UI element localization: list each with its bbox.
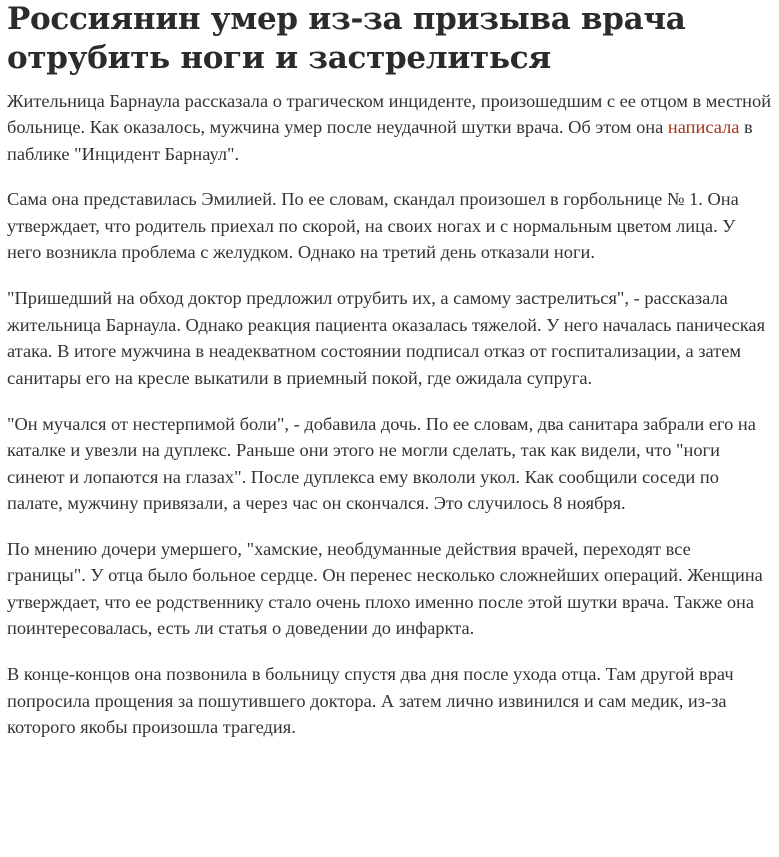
paragraph-1-text-after: в паблике "Инцидент Барнаул".: [7, 117, 753, 164]
article: [7, 0, 773, 741]
article-paragraph-4: "Он мучался от нестерпимой боли", - добавила дочь. По ее словам, два санитара забрали его на каталке и увезли на дуплекс. Раньше они этого не могли сделать, так как видели, что "ноги синеют и лопаются на глазах". После дуплекса ему вкололи укол. Как сообщили соседи по палате, мужчину привязали, а через час он скончался. Это случилось 8 ноября.: [7, 414, 756, 514]
article-paragraph-3: "Пришедший на обход доктор предложил отрубить их, а самому застрелиться", - рассказала жительница Барнаула. Однако реакция пациента оказалась тяжелой. У него началась паническая атака. В итоге мужчина в неадекватном состоянии подписал отказ от госпитализации, а затем санитары его на кресле выкатили в приемный покой, где ожидала супруга.: [7, 288, 766, 388]
article-paragraph-2: Сама она представилась Эмилией. По ее словам, скандал произошел в горбольнице № 1. Она утверждает, что родитель приехал по скорой, на своих ногах и с нормальным цветом лица. У него возникла проблема с желудком. Однако на третий день отказали ноги.: [7, 189, 739, 263]
article-paragraph-5: По мнению дочери умершего, "хамские, необдуманные действия врачей, переходят все границы". У отца было больное сердце. Он перенес несколько сложнейших операций. Женщина утверждает, что ее родственнику стало очень плохо именно после этой шутки врача. Также она поинтересовалась, есть ли статья о доведении до инфаркта.: [7, 538, 763, 638]
article-paragraph-1: [7, 88, 773, 167]
source-link[interactable]: написала: [667, 117, 740, 138]
article-paragraph-6: В конце-концов она позвонила в больницу спустя два дня после ухода отца. Там другой врач попросила прощения за пошутившего доктора. А затем лично извинился и сам медик, из-за которого якобы произошла трагедия.: [7, 664, 734, 738]
paragraph-1-text-before: Жительница Барнаула рассказала о трагическом инциденте, произошедшим с ее отцом в местной больнице. Как оказалось, мужчина умер после неудачной шутки врача. Об этом она: [7, 91, 772, 138]
article-title: Россиянин умер из-за призыва врача отрубить ноги и застрелиться: [7, 1, 686, 76]
